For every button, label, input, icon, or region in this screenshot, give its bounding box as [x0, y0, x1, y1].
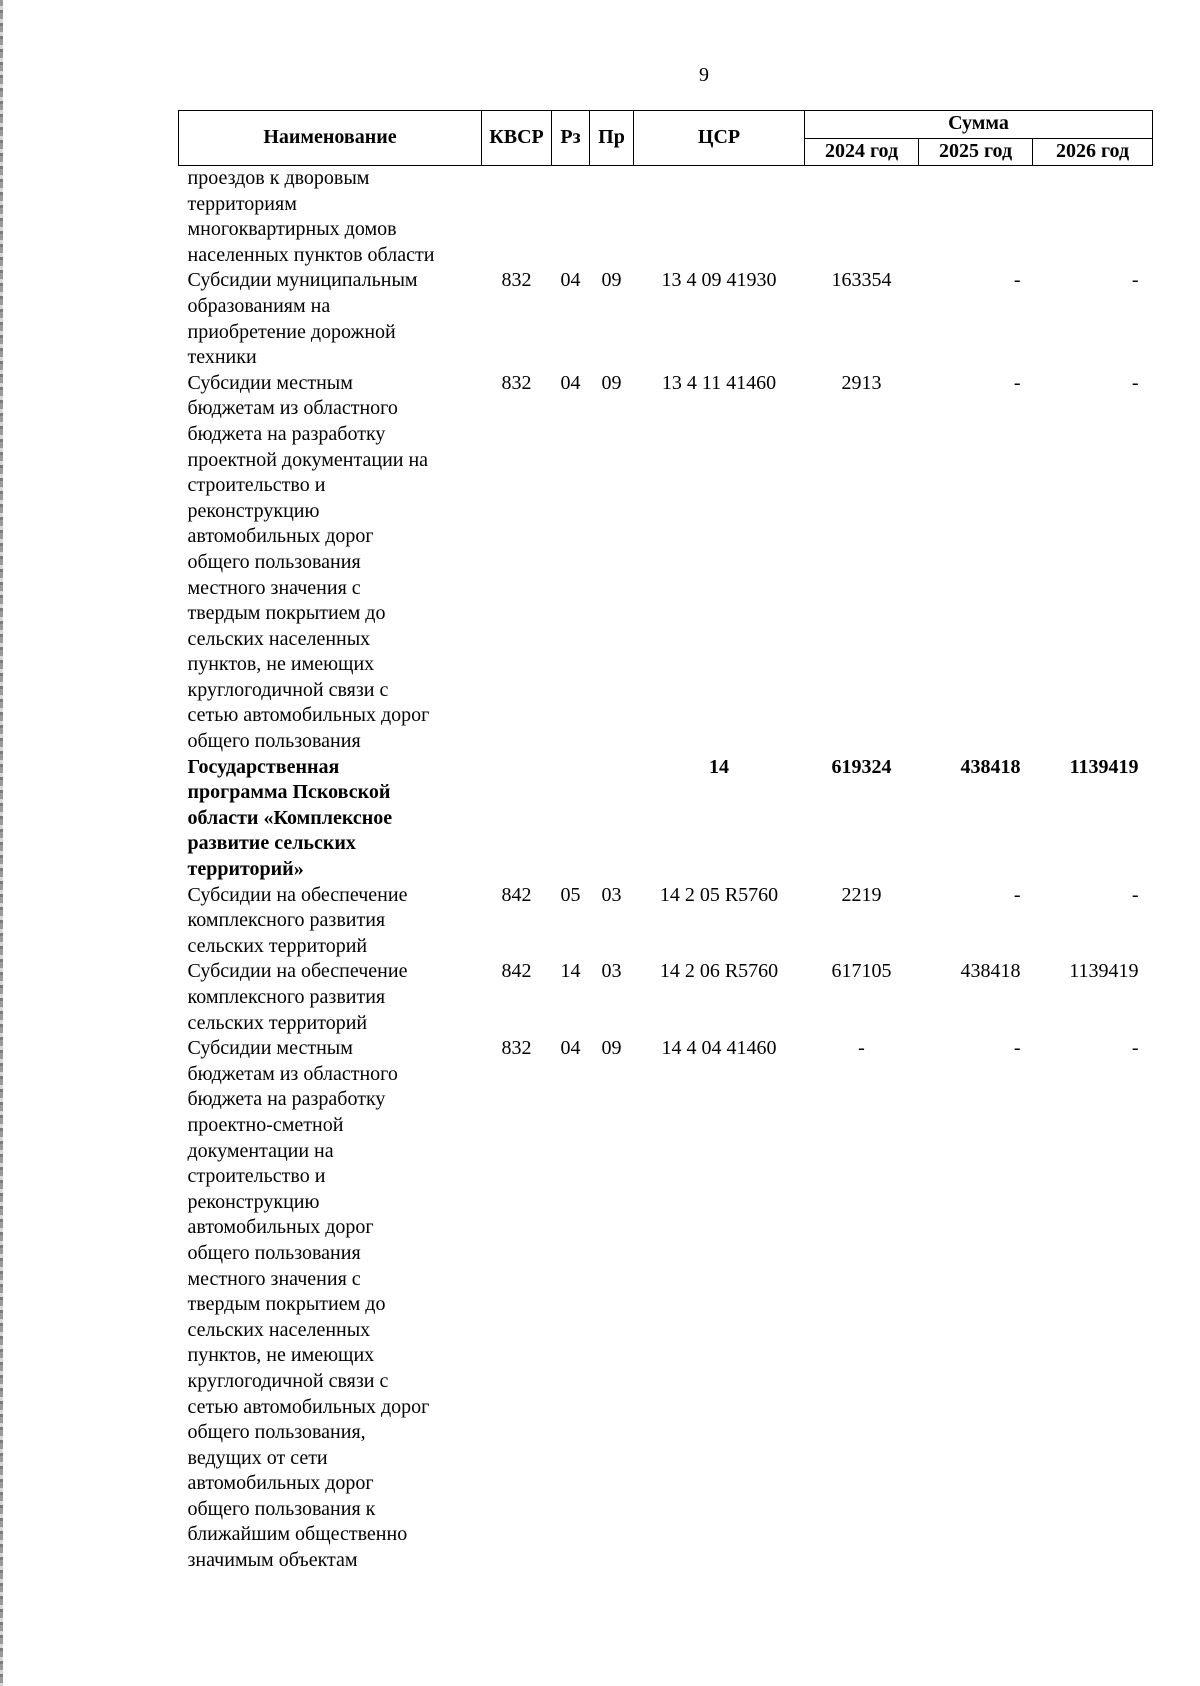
table-row — [179, 1036, 1153, 1573]
name-line: строительство и — [187, 1165, 326, 1188]
name-line: ближайшим общественно — [187, 1523, 408, 1546]
cell-2024: 163354 — [831, 269, 892, 292]
name-line: населенных пунктов области — [187, 243, 435, 266]
cell-name — [179, 883, 482, 960]
name-line: проездов к дворовым — [187, 167, 370, 189]
name-line: твердым покрытием до — [187, 602, 386, 625]
name-line: бюджета на разработку — [187, 422, 386, 445]
cell-rz: 04 — [560, 371, 581, 394]
scan-edge — [0, 0, 3, 1686]
name-line: области «Комплексное — [187, 806, 393, 829]
cell-kvsr: 842 — [501, 883, 532, 906]
cell-kvsr — [482, 755, 552, 883]
cell-rz: 14 — [560, 960, 581, 983]
table-header — [179, 111, 1153, 166]
name-line: сельских территорий — [187, 934, 368, 957]
name-line: общего пользования, — [187, 1421, 366, 1444]
name-line: проектной документации на — [187, 448, 429, 471]
header-name: Наименование — [179, 111, 482, 166]
cell-pr — [590, 755, 634, 883]
name-line: бюджетам из областного — [187, 397, 398, 420]
name-line: общего пользования — [187, 730, 361, 753]
name-line: многоквартирных домов — [187, 218, 397, 241]
table-row — [179, 883, 1153, 960]
cell-rz: 04 — [560, 1037, 581, 1060]
header-year-2024: 2024 год — [805, 138, 919, 166]
name-line: значимым объектам — [187, 1549, 358, 1572]
cell-csr: 13 4 09 41930 — [661, 269, 777, 292]
name-line: твердым покрытием до — [187, 1293, 386, 1316]
cell-2025: - — [1013, 1037, 1021, 1060]
name-line: Государственная — [187, 755, 340, 778]
cell-pr: 09 — [601, 1037, 622, 1060]
cell-rz: 05 — [560, 883, 581, 906]
cell-pr: 03 — [601, 883, 622, 906]
cell-csr — [634, 166, 805, 269]
name-line: строительство и — [187, 474, 326, 497]
cell-2025: - — [1013, 269, 1021, 292]
cell-rz — [552, 166, 590, 269]
cell-name — [179, 166, 482, 269]
cell-2026: - — [1131, 269, 1139, 292]
name-line: местного значения с — [187, 1267, 361, 1290]
table-row — [179, 268, 1153, 370]
cell-name — [179, 755, 482, 883]
name-line: развитие сельских — [187, 832, 356, 855]
cell-2026: 1139419 — [1069, 755, 1139, 778]
name-line: круглогодичной связи с — [187, 1369, 389, 1392]
cell-csr: 14 2 06 R5760 — [659, 960, 779, 983]
name-line: приобретение дорожной — [187, 320, 396, 343]
cell-2026: - — [1131, 883, 1139, 906]
name-line: круглогодичной связи с — [187, 678, 389, 701]
cell-kvsr: 842 — [501, 960, 532, 983]
name-line: местного значения с — [187, 576, 361, 599]
header-sum: Сумма — [805, 111, 1153, 139]
cell-kvsr: 832 — [501, 1037, 532, 1060]
table-row — [179, 166, 1153, 269]
name-line: территорий» — [187, 858, 304, 881]
name-line: реконструкцию — [187, 499, 320, 522]
cell-name — [179, 268, 482, 370]
page-number: 9 — [699, 64, 709, 86]
name-line: сельских населенных — [187, 1318, 371, 1341]
name-line: техники — [187, 346, 257, 369]
cell-name — [179, 371, 482, 755]
cell-2024 — [805, 166, 919, 269]
name-line: документации на — [187, 1139, 334, 1162]
cell-2026 — [1033, 166, 1153, 269]
cell-pr — [590, 166, 634, 269]
name-line: общего пользования — [187, 550, 361, 573]
name-line: пунктов, не имеющих — [187, 1344, 375, 1367]
header-year-2026: 2026 год — [1033, 138, 1153, 166]
cell-kvsr — [482, 166, 552, 269]
name-line: Субсидии на обеспечение — [187, 960, 408, 983]
header-pr: Пр — [590, 111, 634, 166]
header-year-2025: 2025 год — [919, 138, 1033, 166]
name-line: образованиям на — [187, 294, 331, 317]
cell-name — [179, 1036, 482, 1573]
cell-2025: 438418 — [960, 755, 1021, 778]
name-line: комплексного развития — [187, 986, 386, 1008]
cell-rz: 04 — [560, 269, 581, 292]
cell-2024: 617105 — [831, 960, 892, 983]
header-rz: Рз — [552, 111, 590, 166]
cell-csr: 13 4 11 41460 — [661, 371, 777, 394]
cell-2025: - — [1013, 371, 1021, 394]
table-body — [179, 166, 1153, 1574]
cell-2025 — [919, 166, 1033, 269]
name-line: общего пользования к — [187, 1497, 376, 1520]
name-line: сельских территорий — [187, 1011, 368, 1034]
name-line: проектно-сметной — [187, 1113, 344, 1136]
header-csr: ЦСР — [634, 111, 805, 166]
cell-csr: 14 — [709, 755, 729, 778]
cell-2026: - — [1131, 1037, 1139, 1060]
cell-2024: 619324 — [831, 755, 892, 778]
name-line: Субсидии местным — [187, 1037, 353, 1060]
name-line: автомобильных дорог — [187, 525, 374, 548]
cell-csr: 14 2 05 R5760 — [659, 883, 779, 906]
name-line: бюджетам из областного — [187, 1062, 398, 1085]
cell-2026: - — [1131, 371, 1139, 394]
name-line: автомобильных дорог — [187, 1216, 374, 1239]
table-row — [179, 959, 1153, 1036]
cell-kvsr: 832 — [501, 371, 532, 394]
cell-pr: 09 — [601, 269, 622, 292]
cell-2026: 1139419 — [1069, 960, 1139, 983]
cell-2025: 438418 — [960, 960, 1021, 983]
name-line: сетью автомобильных дорог — [187, 704, 430, 727]
cell-2024: 2219 — [841, 883, 882, 906]
cell-kvsr: 832 — [501, 269, 532, 292]
budget-table — [178, 110, 1153, 1574]
cell-rz — [552, 755, 590, 883]
name-line: Субсидии местным — [187, 371, 353, 394]
cell-2024: - — [858, 1037, 865, 1060]
name-line: сетью автомобильных дорог — [187, 1395, 430, 1418]
name-line: Субсидии муниципальным — [187, 269, 418, 292]
header-kvsr: КВСР — [482, 111, 552, 166]
name-line: Субсидии на обеспечение — [187, 883, 408, 906]
cell-csr: 14 4 04 41460 — [661, 1037, 777, 1060]
name-line: сельских населенных — [187, 627, 371, 650]
name-line: пунктов, не имеющих — [187, 653, 375, 676]
cell-pr: 03 — [601, 960, 622, 983]
name-line: автомобильных дорог — [187, 1472, 374, 1495]
name-line: территориям — [187, 192, 297, 215]
name-line: ведущих от сети — [187, 1446, 328, 1469]
cell-pr: 09 — [601, 371, 622, 394]
name-line: реконструкцию — [187, 1190, 320, 1213]
name-line: программа Псковской — [187, 781, 391, 804]
name-line: бюджета на разработку — [187, 1088, 386, 1111]
cell-2024: 2913 — [841, 371, 882, 394]
table-row — [179, 755, 1153, 883]
cell-name — [179, 959, 482, 1036]
cell-2025: - — [1013, 883, 1021, 906]
table-row — [179, 371, 1153, 755]
name-line: общего пользования — [187, 1241, 361, 1264]
name-line: комплексного развития — [187, 909, 386, 932]
